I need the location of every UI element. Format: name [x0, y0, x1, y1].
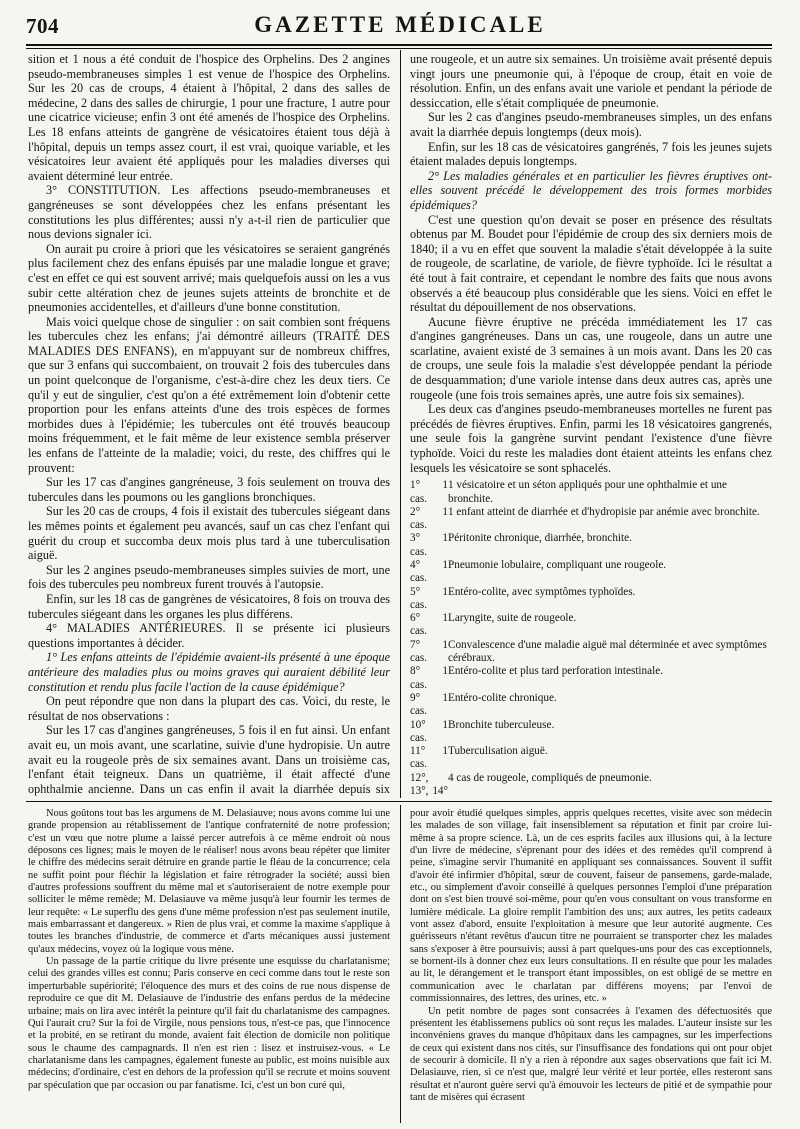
case-number: 7° 1 cas. — [410, 638, 448, 665]
column-divider — [400, 50, 401, 798]
case-description: Bronchite tuberculeuse. — [448, 718, 555, 731]
case-description: Entéro-colite chronique. — [448, 691, 557, 704]
case-number: 8° 1 cas. — [410, 665, 448, 691]
case-description: Convalescence d'une maladie aiguë mal déterminée et avec symptômes cérébraux. — [448, 638, 767, 665]
case-item — [410, 665, 772, 692]
paragraph: Mais voici quelque chose de singulier : on sait combien sont fréquens les tubercules chez les enfans; j'ai démontré ailleurs (TRAITÉ DES MALADIES DES ENFANS), en m'appuyant sur de nombreux chiffres, que sur 3 enfans qui succombaient, on trouvait 2 fois des tubercules dans un point quelconque de l'organisme, c'est-à-dire chez les deux tiers. Ce qu'il y eut de singulier, c'est qu'on a été extrêmement loin d'obtenir cette proportion pour les enfans atteints d'une des trois espèces de formes morbides dues à l'épidémie; les tubercules ont été trouvés beaucoup moins fréquemment, et le fait même de leur existence sembla préserver les enfans de l'atteinte de la maladie; voici, du reste, des chiffres qui le prouvent: — [28, 314, 390, 475]
paragraph: Nous goûtons tout bas les argumens de M. Delasiauve; nous avons comme lui une grande propension au rétablissement de l'antique confraternité de notre profession; c'est un vœu que notre plume a laissé percer autrefois à ce même endroit où nous déposons ces lignes; mais le moyen de le réaliser! nous avons beau répéter que limiter le chiffre des médecins serait détruire en grande partie le fléau de la concurrence; cela ne suffit point pour fléchir la législation et faire rétrograder la société; aussi bien d'autres professions souffrent du même mal et s'autoriseraient de notre exemple pour solliciter le même remède; M. Delasiauve va même jusqu'à leur fournir les termes de leur requête: « Le superflu des gens d'une même profession n'est pas seulement inutile, mais embarrassant et dangereux. » Rien de plus vrai, et comme la maxime s'applique à toutes les branches d'industrie, de commerce et d'arts mécaniques aussi justement qu'aux médecins, voyez où la logique vous mène. — [28, 808, 390, 955]
case-item — [410, 772, 772, 797]
case-number: 3° 1 cas. — [410, 532, 448, 558]
case-item — [410, 506, 772, 533]
case-number: 11° 1 cas. — [410, 745, 448, 771]
paragraph: pour avoir étudié quelques simples, appris quelques recettes, visite avec son médecin les malades de son village, fait insensiblement sa réputation et finit par croire lui-même à sa propre science. Là, un de ces esprits faciles aux illusions qui, à la lecture d'un livre de médecine, s'éprenant pour des idées et des remèdes qu'il comprend à peine, s'imagine servir l'humanité en appliquant ses connaissances. Souvent il suffit d'avoir été infirmier d'hôpital, sœur de couvent, faiseur de pansemens, garde-malade, etc., ou simplement d'avoir conseillé à quelques personnes l'emploi d'une préparation dont on s'est bien trouvé soi-même, pour qu'en vous consultant on vous transforme en lumière médicale. La gloire remplit l'ambition des uns; aux autres, les petits cadeaux vont assez d'abord, ensuite l'exploitation à mesure que leur autorité augmente. Ces guérisseurs n'étant revêtus d'aucun titre ne pourraient se transporter chez les malades sans s'exposer à être poursuivis; aussi à part quelques-uns pour des cas exceptionnels, se bornent-ils à donner chez eux leurs consultations. Il en résulte que pour les malades au lit, le dérangement et le transport étant impossibles, on est obligé de se mettre en communication avec le charlatan par différens moyens; par l'envoi de commissionnaires, des lettres, des urines, etc. » — [410, 808, 772, 1005]
case-description: Pneumonie lobulaire, compliquant une rougeole. — [448, 559, 667, 571]
case-number: 6° 1 cas. — [410, 612, 448, 638]
page-number: 704 — [26, 14, 59, 38]
case-number: 9° 1 cas. — [410, 691, 448, 718]
section-divider — [26, 801, 772, 802]
paragraph: Sur les 2 angines pseudo-membraneuses simples suivies de mort, une fois des tubercules peu nombreux furent trouvés à l'autopsie. — [28, 562, 390, 592]
paragraph: On aurait pu croire à priori que les vésicatoires se seraient gangrénés plus facilement chez des enfans épuisés par une maladie longue et grave; c'est en effet ce qui est souvent arrivé; mais quelquefois aussi on les a vus subir cette altération chez de jeunes sujets atteints de bronchite et de pneumonies accidentelles, et d'ailleurs d'une bonne constitution. — [28, 241, 390, 315]
paragraph: 2° Les maladies générales et en particulier les fièvres éruptives ont-elles souvent précédé le développement des trois formes morbides épidémiques? — [410, 168, 772, 212]
case-number: 12°, 13°, 14° — [410, 771, 448, 797]
paragraph: 4° MALADIES ANTÉRIEURES. Il se présente ici plusieurs questions importantes à décider. — [28, 621, 390, 650]
paragraph: 3° CONSTITUTION. Les affections pseudo-membraneuses et gangréneuses se sont développées chez les enfans présentant les constitutions les plus différentes; aussi n'y a-t-il rien de particulier que nous devions signaler ici. — [28, 183, 390, 242]
case-item — [410, 559, 772, 586]
paragraph: sition et 1 nous a été conduit de l'hospice des Orphelins. Des 2 angines pseudo-membraneuses simples 1 est venue de l'hospice des Orphelins. Sur les 20 cas de croups, 4 étaient à l'hôpital, 2 dans des salles de médecine, 2 dans des salles de chirurgie, 1 pour une fracture, 1 autre pour une cicatrice vicieuse; enfin 3 ont été amenés de l'hospice des Orphelins. Les 18 enfans atteints de gangrène de vésicatoires étaient tous déjà à l'hôpital, depuis un temps assez court, il est vrai, quoique variable, et les vésicatoires leur avaient été appliqués pour les maladies diverses qui avaient déterminé leur entrée. — [28, 52, 390, 183]
paragraph: 1° Les enfans atteints de l'épidémie avaient-ils présenté à une époque antérieure des maladies plus ou moins graves qui auraient débilité leur constitution et rendu plus facile l'action de la cause épidémique? — [28, 650, 390, 694]
left-column — [28, 52, 390, 797]
paragraph: Sur les 17 cas d'angines gangréneuse, 3 fois seulement on trouva des tubercules dans les poumons ou les ganglions bronchiques. — [28, 475, 390, 504]
paragraph: C'est une question qu'on devait se poser en présence des résultats obtenus par M. Boudet pour l'épidémie de croup des six derniers mois de 1840; il a vu en effet que souvent la maladie s'était développée à la suite de rougeole, de scarlatine, de variole, de fièvre typhoïde. Ici le résultat a été tout à fait contraire, et cependant le nombre des faits que nous avons observés a été beaucoup plus considérable que les siens. Voici en effet le résultat du dépouillement de nos observations. — [410, 212, 772, 315]
case-number: 1° 1 cas. — [410, 479, 448, 505]
case-item — [410, 639, 772, 666]
page-title: GAZETTE MÉDICALE — [254, 12, 546, 37]
paragraph: Sur les 17 cas d'angines gangréneuses, 5 fois il en fut ainsi. Un enfant avait eu, un mois avant, une scarlatine, suivie d'une hydropisie. Un autre avait eu la rougeole près de six semaines avant. Dans un troisième cas, l'enfant était teigneux. Dans un quatrième, il était affecté d'une ophthalmie ancienne. Dans un cas enfin il avait la diarrhée depuis six — [28, 723, 390, 796]
case-item — [410, 612, 772, 639]
paragraph: une rougeole, et un autre six semaines. Un troisième avait présenté depuis vingt jours une pneumonie qui, à l'époque de croup, était en voie de résolution. Enfin, un des enfans avait une variole et pendant la période de dessiccation, elle s'était compliquée de pneumonie. — [410, 52, 772, 110]
case-number: 4° 1 cas. — [410, 559, 448, 585]
feuilleton-left — [28, 808, 390, 1126]
paragraph: Aucune fièvre éruptive ne précéda immédiatement les 17 cas d'angines gangréneuses. Dans un cas, une rougeole, dans un autre une scarlatine, avaient existé de 3 semaines à un mois avant. Dans les 20 cas de croups, une seule fois la maladie s'est développée pendant la période de desquammation; d'une variole intense dans deux autres cas, après une rougeole (une fois trois semaines après, une autre fois six semaines). — [410, 314, 772, 402]
case-item — [410, 745, 772, 772]
case-description: 1 vésicatoire et un séton appliqués pour une ophthalmie et une bronchite. — [448, 479, 727, 505]
bottom-column-divider — [400, 805, 401, 1123]
header-rule — [26, 44, 772, 46]
case-item — [410, 532, 772, 559]
case-item — [410, 479, 772, 506]
paragraph: Les deux cas d'angines pseudo-membraneuses mortelles ne furent pas précédés de fièvres éruptives. Enfin, parmi les 18 vésicatoires gangrenés, une seule fois la gangrène survint pendant l'existence d'une fièvre typhoïde. Voici du reste les maladies dont étaient atteints les enfans chez lesquels les vésicatoire se sont sphacelés. — [410, 402, 772, 475]
case-description: Entéro-colite et plus tard perforation intestinale. — [448, 665, 663, 678]
paragraph: Sur les 20 cas de croups, 4 fois il existait des tubercules siégeant dans les mêmes points et également peu avancés, sauf un cas chez l'enfant qui guérit du croup et succomba deux mois plus tard à une tuberculisation aiguë. — [28, 504, 390, 563]
paragraph: On peut répondre que non dans la plupart des cas. Voici, du reste, le résultat de nos observations : — [28, 694, 390, 723]
case-description: 4 cas de rougeole, compliqués de pneumonie. — [448, 771, 652, 784]
case-number: 5° 1 cas. — [410, 585, 448, 611]
case-description: 1 enfant atteint de diarrhée et d'hydropisie par anémie avec bronchite. — [448, 505, 760, 518]
case-number: 10° 1 cas. — [410, 718, 448, 744]
case-description: Péritonite chronique, diarrhée, bronchite. — [448, 532, 632, 545]
feuilleton-right — [410, 808, 772, 1126]
right-column — [410, 52, 772, 797]
case-item — [410, 586, 772, 613]
case-description: Entéro-colite, avec symptômes typhoïdes. — [448, 585, 636, 598]
case-description: Laryngite, suite de rougeole. — [448, 612, 577, 625]
case-list — [410, 479, 772, 797]
paragraph: Enfin, sur les 18 cas de vésicatoires gangrénés, 7 fois les jeunes sujets étaient malades depuis longtemps. — [410, 139, 772, 169]
case-item — [410, 719, 772, 746]
paragraph: Enfin, sur les 18 cas de gangrènes de vésicatoires, 8 fois on trouva des tubercules siégeant dans les organes les plus différens. — [28, 591, 390, 621]
paragraph: Sur les 2 cas d'angines pseudo-membraneuses simples, un des enfans avait la diarrhée depuis longtemps (deux mois). — [410, 110, 772, 139]
case-number: 2° 1 cas. — [410, 505, 448, 532]
case-item — [410, 692, 772, 719]
paragraph: Un passage de la partie critique du livre présente une esquisse du charlatanisme; celui des grandes villes est connu; Paris conserve en ceci comme dans tout le reste son imperturbable supériorité; l'éloquence des murs et des coins de rue nous dispense de reproduire ce que dit M. Delasiauve de l'industrie des enfans perdus de la médecine urbaine; mais on lira avec intérêt la peinture qu'il fait du charlatanisme des campagnes. Qui l'aurait cru? Sur la foi de Virgile, nous pensions tous, n'est-ce pas, que l'innocence et la probité, en se retirant du monde, avaient fait élection de domicile non politique sous le chaume des campagnards. Il n'en est rien : lisez et instruisez-vous. « Le charlatanisme dans les campagnes, également funeste au public, est moins nuisible aux médecins; d'ordinaire, c'est en dehors de la profession qu'il se recrute et moins souvent par spéculation que par occasion ou par fanatisme. Ici, c'est un bon curé qui, — [28, 956, 390, 1091]
header-rule-thin — [26, 48, 772, 49]
paragraph: Un petit nombre de pages sont consacrées à l'examen des défectuosités que présentent les établissemens publics où sont reçus les malades. L'auteur insiste sur les inconvéniens graves du manque d'hôpitaux dans les campagnes, sur les imperfections de ceux qui existent dans nos cités, sur l'insuffisance des fondations qui ont pour objet de secourir à domicile. Il n'y a rien à répondre aux sages observations que fait ici M. Delasiauve, rien, si ce n'est que, malgré leur vérité et leur portée, elles resteront sans résultat et n'auront guère servi qu'à émouvoir les lecteurs de pitié et de sympathie pour tant de misères qui écrasent — [410, 1005, 772, 1103]
case-description: Tuberculisation aiguë. — [448, 745, 548, 758]
